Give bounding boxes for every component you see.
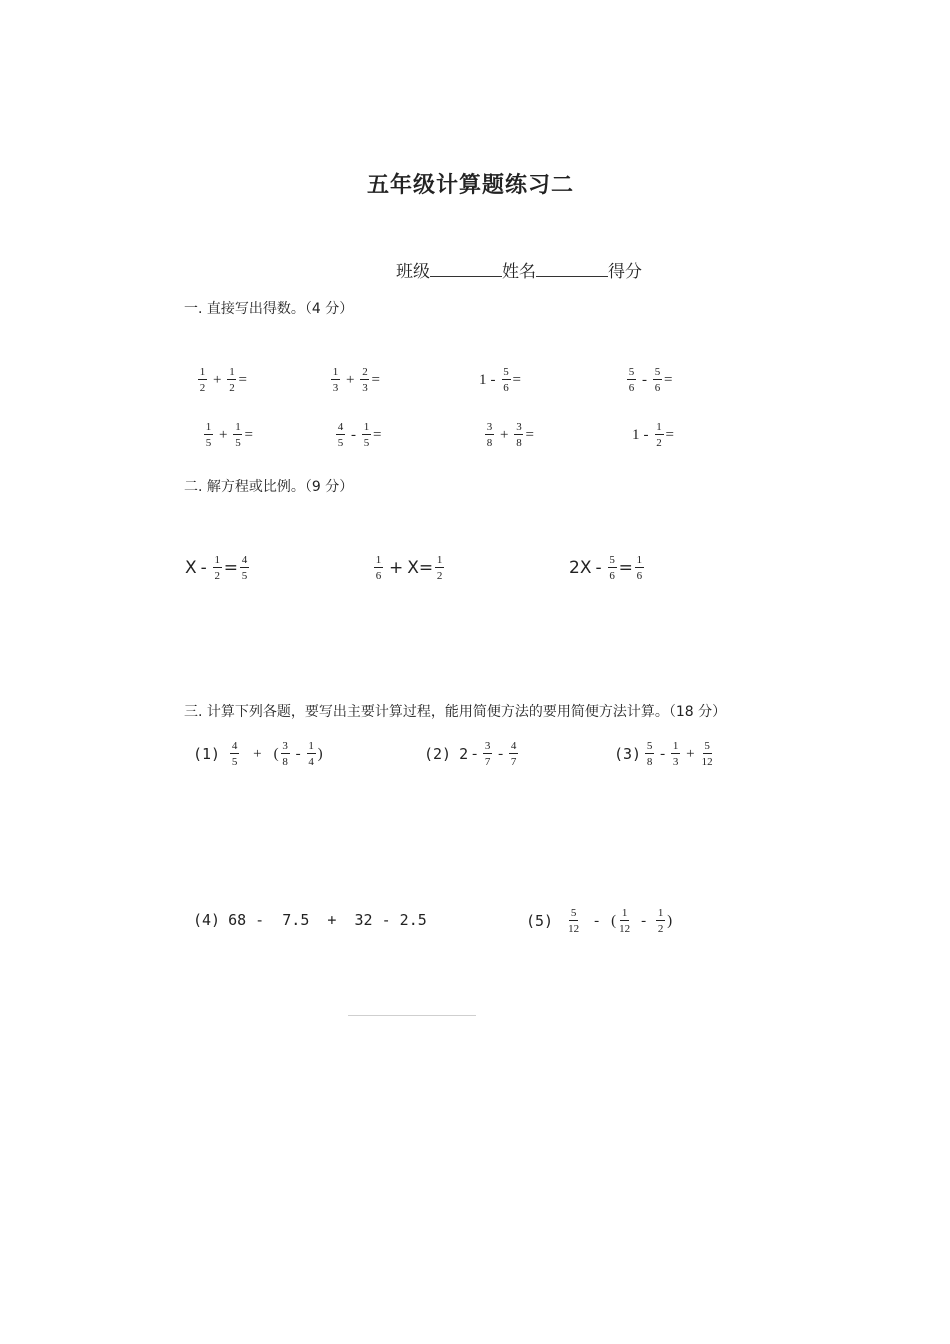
fraction: $\frac{3}{8}$ [516, 421, 522, 449]
problem-1d: $\frac{5}{6}$ - $\frac{5}{6}$ = [628, 366, 673, 394]
problem-3-1: (1) $\frac{4}{5}$ + ( $\frac{3}{8}$ - $\frac{1}{4}$ ) [193, 740, 323, 768]
fraction: $\frac{1}{6}$ [375, 554, 382, 582]
section-2-heading: 二. 解方程或比例。（9 分） [184, 479, 354, 495]
fraction: $\frac{3}{8}$ [486, 421, 493, 449]
equation-2b: $\frac{1}{6}$ + X = $\frac{1}{2}$ [375, 554, 443, 582]
fraction: $\frac{1}{6}$ [636, 554, 643, 582]
fraction: $\frac{1}{2}$ [656, 421, 662, 449]
fraction: $\frac{1}{3}$ [672, 740, 679, 768]
fraction: $\frac{5}{6}$ [503, 366, 509, 394]
fraction: $\frac{4}{5}$ [231, 740, 238, 768]
problem-1b: $\frac{1}{3}$ + $\frac{2}{3}$ = [332, 366, 380, 394]
fraction: $\frac{1}{3}$ [332, 366, 339, 394]
equation-2c: 2X - $\frac{5}{6}$ = $\frac{1}{6}$ [569, 554, 643, 582]
page-title: 五年级计算题练习二 [367, 173, 575, 198]
section-3-heading: 三. 计算下列各题，要写出主要计算过程，能用简便方法的要用简便方法计算。（18 分） [184, 704, 727, 720]
fraction: $\frac{1}{2}$ [657, 907, 664, 935]
problem-3-5: (5) $\frac{5}{12}$ - ( $\frac{1}{12}$ - $\frac{1}{2}$ ) [526, 907, 673, 935]
name-label: 姓名 [502, 262, 536, 282]
problem-3-3: (3) $\frac{5}{8}$ - $\frac{1}{3}$ + $\frac{5}{12}$ [614, 740, 713, 768]
section-1-heading: 一. 直接写出得数。（4 分） [184, 301, 354, 317]
fraction: $\frac{4}{7}$ [510, 740, 517, 768]
problem-1h: 1 - $\frac{1}{2}$ = [632, 421, 674, 449]
fraction: $\frac{5}{6}$ [609, 554, 615, 582]
problem-1a: $\frac{1}{2}$ + $\frac{1}{2}$ = [199, 366, 247, 394]
fraction: $\frac{5}{12}$ [701, 740, 713, 768]
fraction: $\frac{4}{5}$ [241, 554, 248, 582]
score-label: 得分 [608, 262, 642, 282]
name-blank[interactable] [536, 261, 608, 277]
fraction: $\frac{1}{2}$ [229, 366, 235, 394]
fraction: $\frac{5}{12}$ [568, 907, 580, 935]
fraction: $\frac{5}{6}$ [654, 366, 661, 394]
equation-2a: X - $\frac{1}{2}$ = $\frac{4}{5}$ [185, 554, 248, 582]
fraction: $\frac{1}{12}$ [619, 907, 631, 935]
fraction: $\frac{1}{2}$ [436, 554, 443, 582]
fraction: $\frac{1}{5}$ [205, 421, 212, 449]
student-info-line [396, 257, 642, 282]
problem-1c: 1 - $\frac{5}{6}$ = [479, 366, 521, 394]
fraction: $\frac{1}{4}$ [308, 740, 314, 768]
class-label: 班级 [396, 262, 430, 282]
problem-1f: $\frac{4}{5}$ - $\frac{1}{5}$ = [337, 421, 382, 449]
fraction: $\frac{3}{8}$ [282, 740, 288, 768]
fraction: $\frac{3}{7}$ [484, 740, 491, 768]
fraction: $\frac{5}{8}$ [646, 740, 653, 768]
problem-1g: $\frac{3}{8}$ + $\frac{3}{8}$ = [486, 421, 534, 449]
fraction: $\frac{1}{5}$ [363, 421, 370, 449]
fraction: $\frac{2}{3}$ [362, 366, 368, 394]
problem-1e: $\frac{1}{5}$ + $\frac{1}{5}$ = [205, 421, 253, 449]
problem-3-4: (4) 68 - 7.5 + 32 - 2.5 [193, 911, 427, 929]
class-blank[interactable] [430, 261, 502, 277]
fraction: $\frac{5}{6}$ [628, 366, 635, 394]
footer-divider [348, 1015, 476, 1016]
problem-3-2: (2) 2 - $\frac{3}{7}$ - $\frac{4}{7}$ [424, 740, 517, 768]
fraction: $\frac{1}{5}$ [235, 421, 241, 449]
fraction: $\frac{4}{5}$ [337, 421, 344, 449]
fraction: $\frac{1}{2}$ [199, 366, 206, 394]
fraction: $\frac{1}{2}$ [214, 554, 221, 582]
